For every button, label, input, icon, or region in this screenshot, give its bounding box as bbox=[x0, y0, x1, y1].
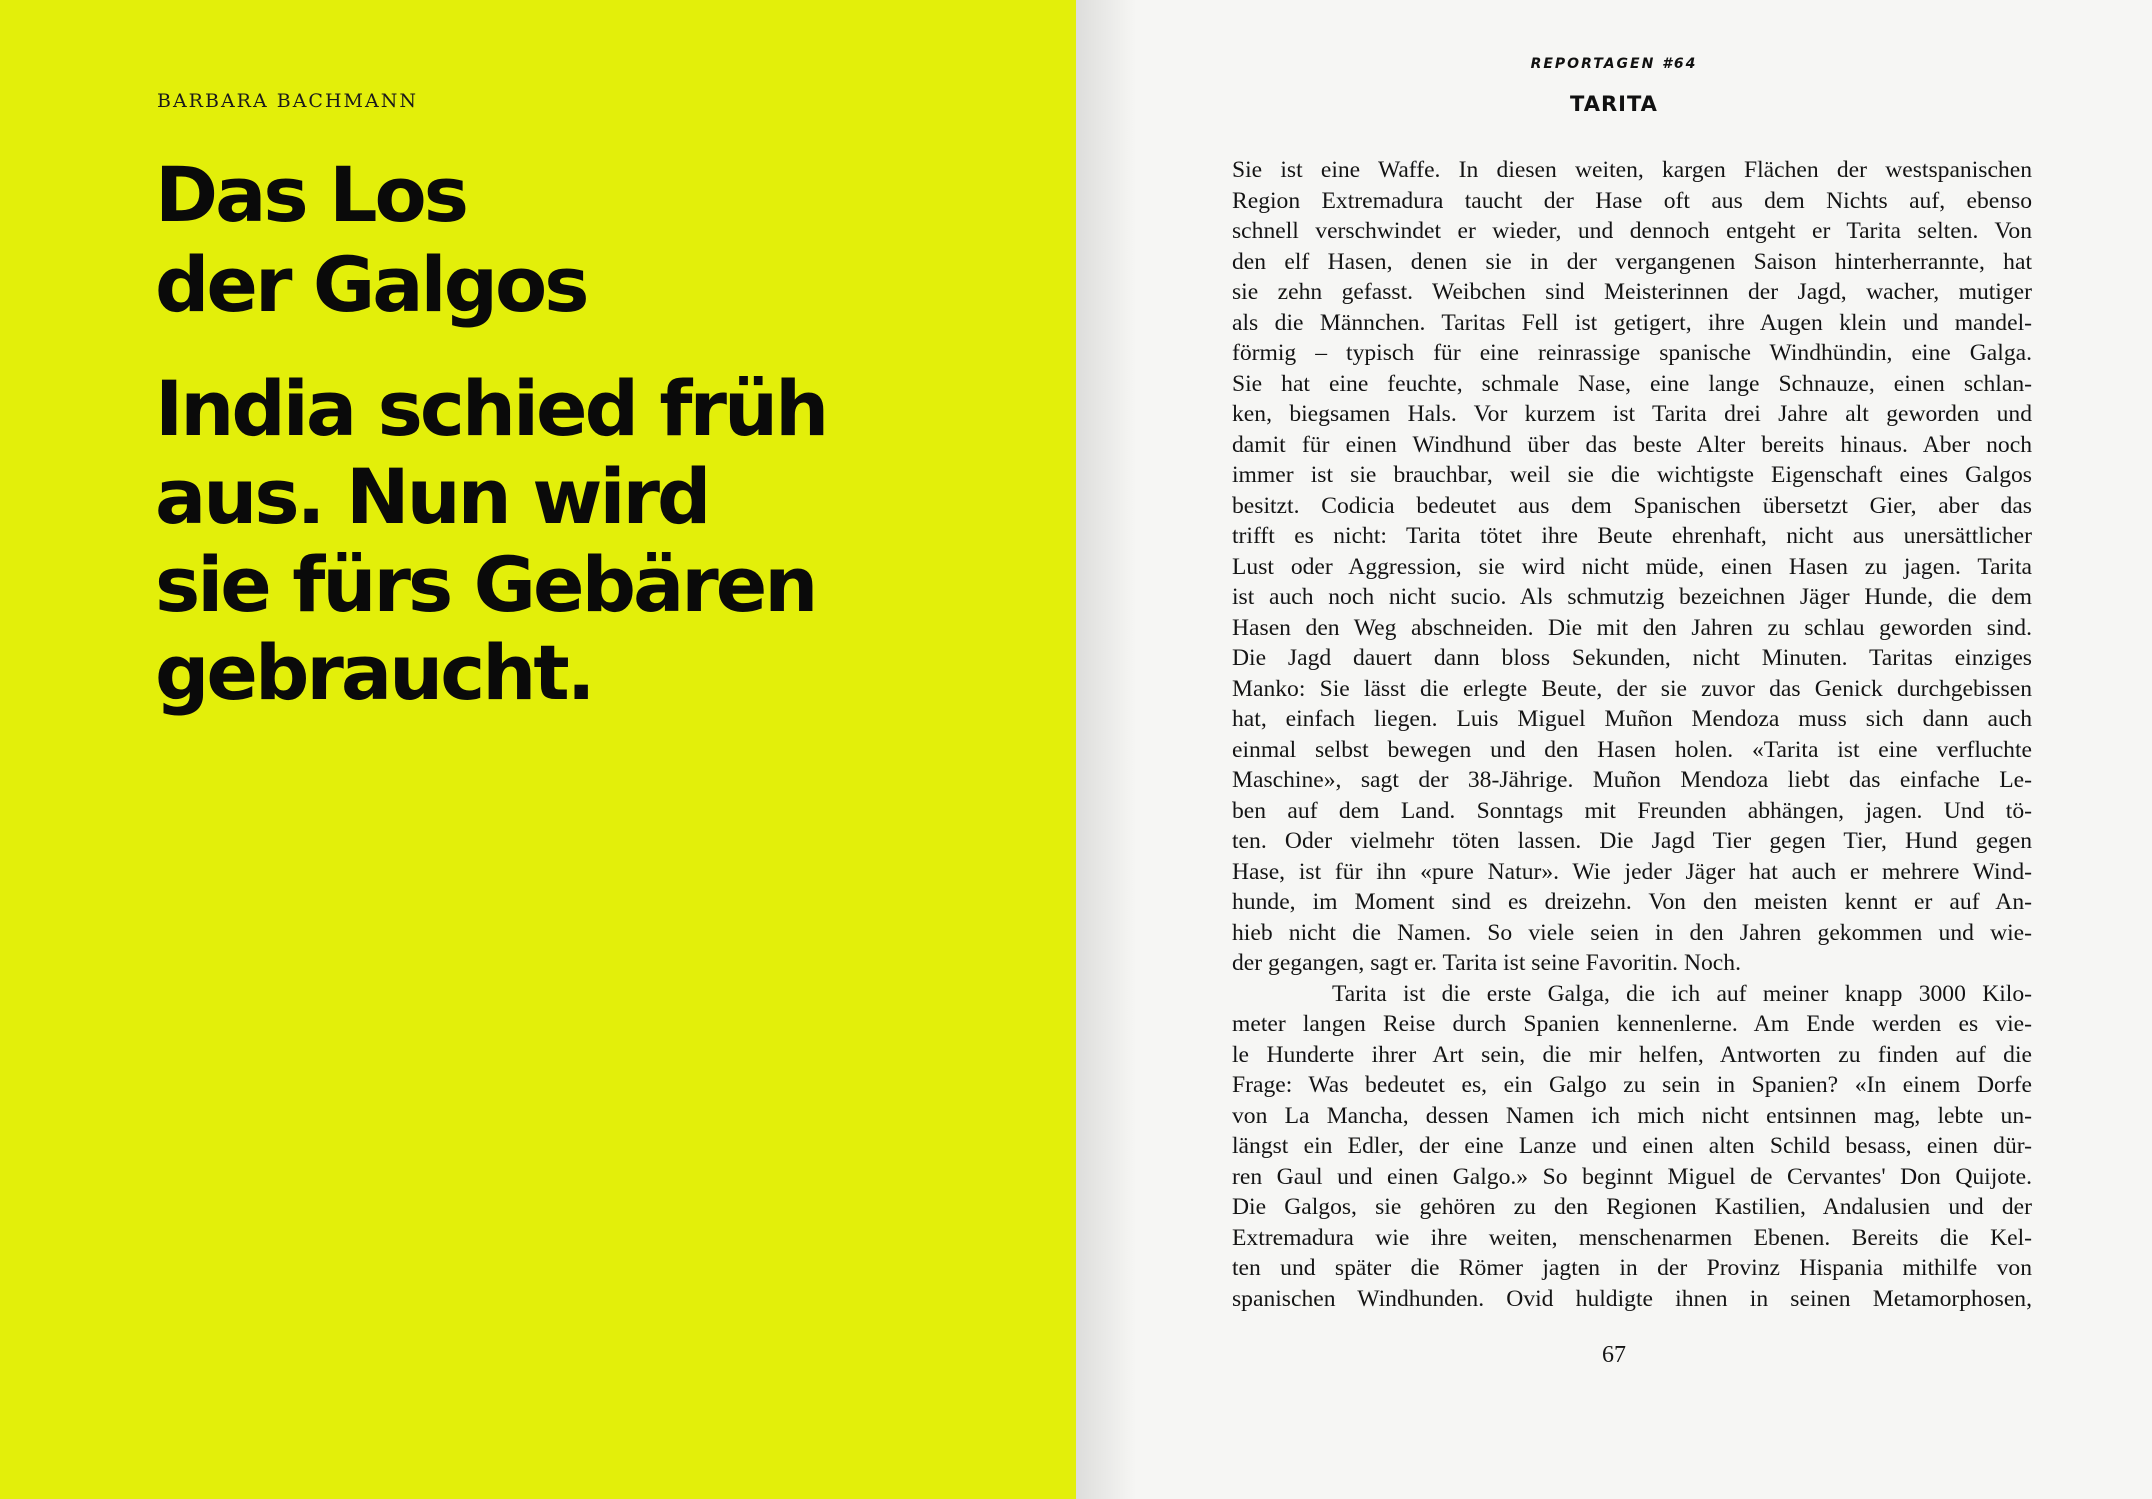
body-line: trifft es nicht: Tarita tötet ihre Beute ehrenhaft, nicht aus unersättlicher bbox=[1232, 523, 2032, 549]
subheadline-line: India schied früh bbox=[155, 364, 827, 453]
running-title: TARITA bbox=[1570, 92, 1658, 116]
body-line: ren Gaul und einen Galgo.» So beginnt Miguel de Cervantes' Don Quijote. bbox=[1232, 1163, 2032, 1190]
body-line: Frage: Was bedeutet es, ein Galgo zu sein in Spanien? «In einem Dorfe bbox=[1232, 1072, 2032, 1098]
body-line: damit für einen Windhund über das beste Alter bereits hinaus. Aber noch bbox=[1232, 431, 2032, 458]
body-line: Die Galgos, sie gehören zu den Regionen Kastilien, Andalusien und der bbox=[1232, 1194, 2032, 1220]
body-line: Sie ist eine Waffe. In diesen weiten, kargen Flächen der westspanischen bbox=[1232, 157, 2032, 183]
body-line: besitzt. Codicia bedeutet aus dem Spanischen übersetzt Gier, aber das bbox=[1232, 492, 2032, 519]
body-line: der gegangen, sagt er. Tarita ist seine Favoritin. Noch. bbox=[1232, 950, 1741, 976]
body-line: schnell verschwindet er wieder, und dennoch entgeht er Tarita selten. Von bbox=[1232, 218, 2032, 244]
body-line: sie zehn gefasst. Weibchen sind Meisterinnen der Jagd, wacher, mutiger bbox=[1232, 279, 2032, 305]
body-line: hat, einfach liegen. Luis Miguel Muñon Mendoza muss sich dann auch bbox=[1232, 706, 2032, 732]
body-line: Tarita ist die erste Galga, die ich auf meiner knapp 3000 Kilo- bbox=[1332, 980, 2032, 1007]
body-line: Extremadura wie ihre weiten, menschenarmen Ebenen. Bereits die Kel- bbox=[1232, 1224, 2032, 1251]
body-line: ben auf dem Land. Sonntags mit Freunden abhängen, jagen. Und tö- bbox=[1232, 797, 2032, 824]
body-line: Maschine», sagt der 38-Jährige. Muñon Mendoza liebt das einfache Le- bbox=[1232, 767, 2032, 793]
body-line: hunde, im Moment sind es dreizehn. Von den meisten kennt er auf An- bbox=[1232, 889, 2032, 915]
subheadline-line: sie fürs Gebären bbox=[155, 540, 816, 629]
right-page bbox=[1076, 0, 2152, 1499]
body-line: spanischen Windhunden. Ovid huldigte ihnen in seinen Metamorphosen, bbox=[1232, 1285, 2032, 1312]
subheadline bbox=[155, 365, 1055, 717]
body-line: Die Jagd dauert dann bloss Sekunden, nicht Minuten. Taritas einziges bbox=[1232, 645, 2032, 671]
headline-line: Das Los bbox=[155, 150, 466, 239]
body-line: ten und später die Römer jagten in der Provinz Hispania mithilfe von bbox=[1232, 1255, 2032, 1281]
subheadline-line: gebraucht. bbox=[155, 628, 593, 717]
body-line: Hasen den Weg abschneiden. Die mit den Jahren zu schlau geworden sind. bbox=[1232, 614, 2032, 641]
headline-line: der Galgos bbox=[155, 240, 587, 329]
body-line: immer ist sie brauchbar, weil sie die wichtigste Eigenschaft eines Galgos bbox=[1232, 462, 2032, 488]
body-line: längst ein Edler, der eine Lanze und einen alten Schild besass, einen dür- bbox=[1232, 1133, 2032, 1159]
body-line: Region Extremadura taucht der Hase oft aus dem Nichts auf, ebenso bbox=[1232, 187, 2032, 214]
section-kicker: REPORTAGEN #64 bbox=[1530, 56, 1698, 72]
body-line: einmal selbst bewegen und den Hasen holen. «Tarita ist eine verfluchte bbox=[1232, 736, 2032, 763]
author-name: BARBARA BACHMANN bbox=[157, 90, 418, 112]
body-line: meter langen Reise durch Spanien kennenlerne. Am Ende werden es vie- bbox=[1232, 1011, 2032, 1037]
page-number: 67 bbox=[1602, 1342, 1626, 1368]
article-body bbox=[1232, 155, 2032, 1314]
body-line: hieb nicht die Namen. So viele seien in den Jahren gekommen und wie- bbox=[1232, 919, 2032, 946]
body-line: Hase, ist für ihn «pure Natur». Wie jeder Jäger hat auch er mehrere Wind- bbox=[1232, 858, 2032, 885]
body-line: ten. Oder vielmehr töten lassen. Die Jagd Tier gegen Tier, Hund gegen bbox=[1232, 828, 2032, 854]
body-line: förmig – typisch für eine reinrassige spanische Windhündin, eine Galga. bbox=[1232, 340, 2032, 366]
body-line: Lust oder Aggression, sie wird nicht müde, einen Hasen zu jagen. Tarita bbox=[1232, 553, 2032, 580]
body-line: ken, biegsamen Hals. Vor kurzem ist Tarita drei Jahre alt geworden und bbox=[1232, 401, 2032, 427]
body-line: Sie hat eine feuchte, schmale Nase, eine lange Schnauze, einen schlan- bbox=[1232, 370, 2032, 397]
headline bbox=[155, 150, 1055, 330]
body-line: von La Mancha, dessen Namen ich mich nicht entsinnen mag, lebte un- bbox=[1232, 1102, 2032, 1129]
body-line: als die Männchen. Taritas Fell ist getigert, ihre Augen klein und mandel- bbox=[1232, 309, 2032, 336]
body-line: Manko: Sie lässt die erlegte Beute, der sie zuvor das Genick durchgebissen bbox=[1232, 675, 2032, 702]
body-line: le Hunderte ihrer Art sein, die mir helfen, Antworten zu finden auf die bbox=[1232, 1041, 2032, 1068]
subheadline-line: aus. Nun wird bbox=[155, 452, 709, 541]
body-line: ist auch noch nicht sucio. Als schmutzig bezeichnen Jäger Hunde, die dem bbox=[1232, 584, 2032, 610]
body-line: den elf Hasen, denen sie in der vergangenen Saison hinterherrannte, hat bbox=[1232, 248, 2032, 275]
